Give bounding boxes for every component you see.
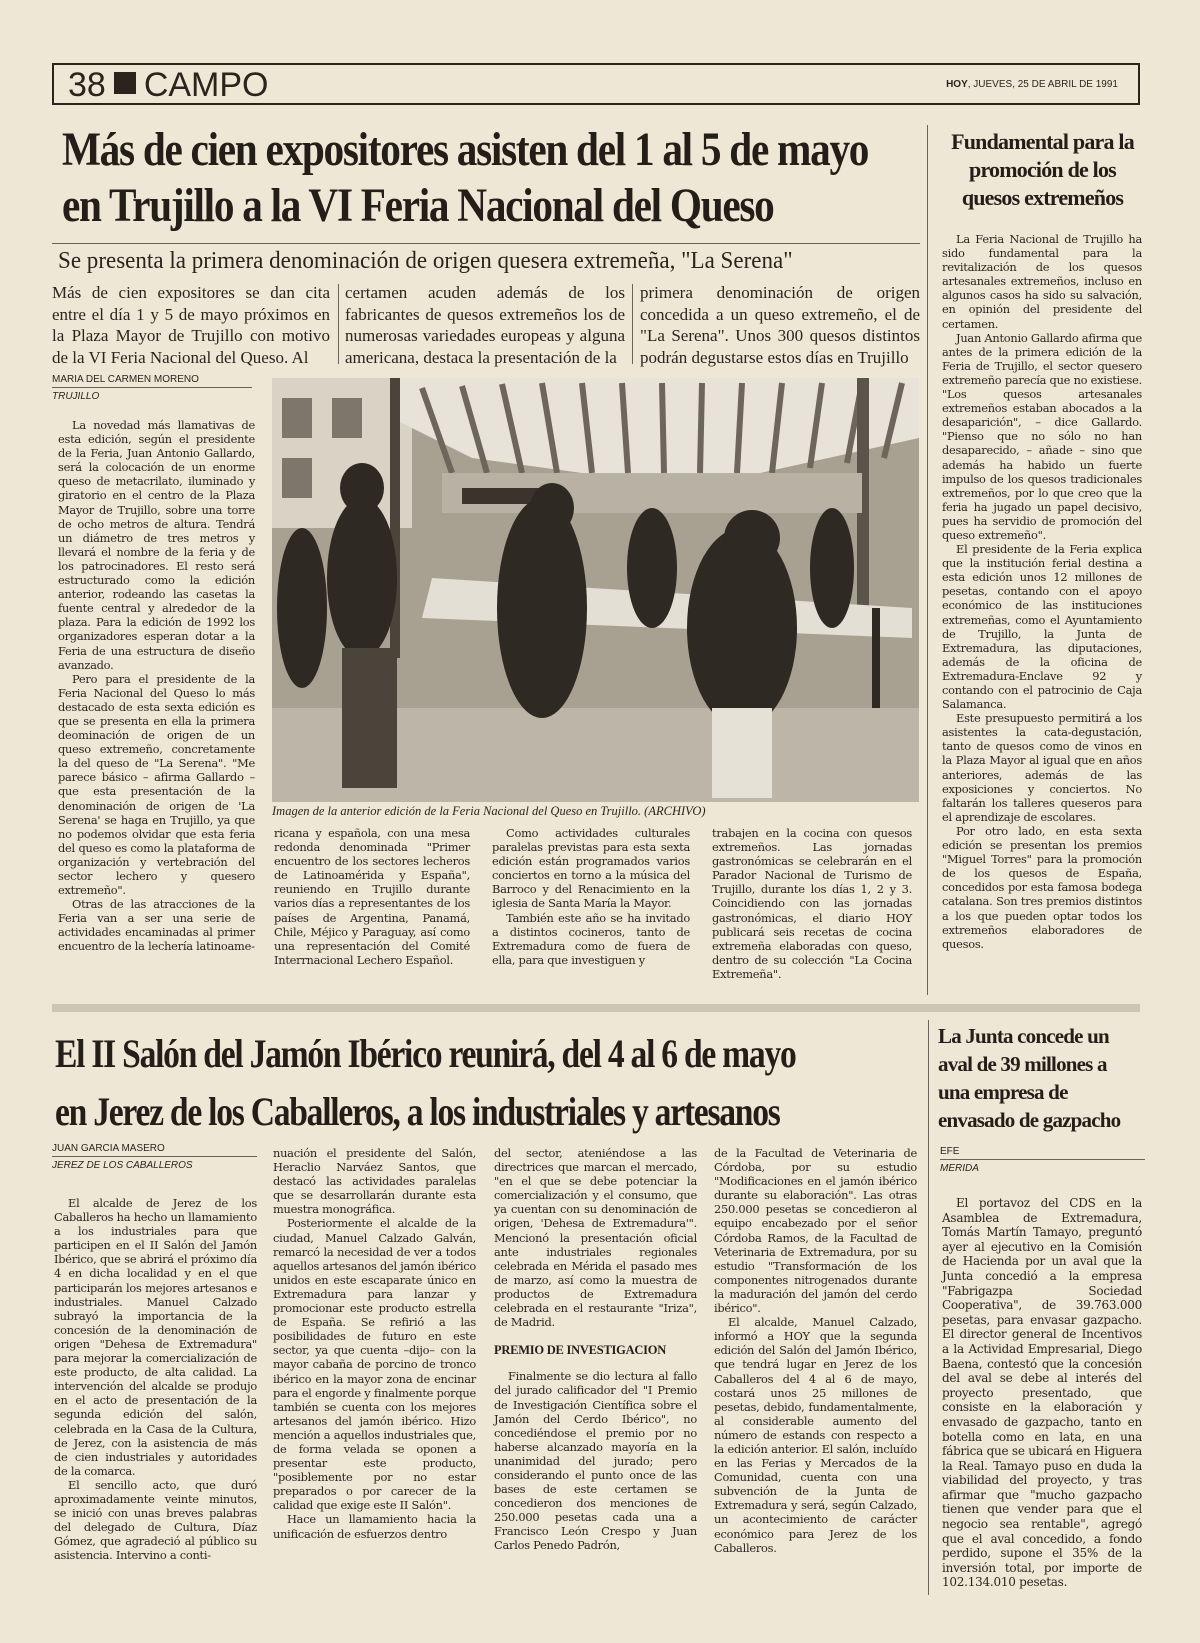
- sidebar-separator: [927, 125, 928, 995]
- byline-rule: [52, 387, 252, 388]
- byline-place: TRUJILLO: [52, 391, 100, 402]
- byline-rule: [940, 1159, 1145, 1160]
- square-bullet-icon: [114, 72, 136, 94]
- section-subhead: PREMIO DE INVESTIGACION: [494, 1343, 667, 1358]
- article2-column-4: [714, 1146, 917, 1555]
- photo-caption: Imagen de la anterior edición de la Feria Nacional del Queso en Trujillo. (ARCHIVO): [272, 804, 706, 818]
- sidebar1-headline: Fundamental para la promoción de los quesos extremeños: [951, 129, 1134, 210]
- sidebar1-body: [942, 232, 1142, 951]
- headline-line: en Jerez de los Caballeros, a los industriales y artesanos: [55, 1089, 780, 1134]
- section-label: [68, 65, 269, 105]
- article2-column-2: [273, 1146, 476, 1541]
- paragraph: de la Facultad de Veterinaria de Córdoba, por su estudio "Modificaciones en el jamón ibérico durante su elaboración". Las otras 250.000 pesetas se concedieron al equipo encabezado por el señor Córdoba Ramos, de la Facultad de Veterinaria de Extremadura, por su estudio "Transformación de los componentes nitrogenados durante la maduración del jamón del cerdo ibérico".: [714, 1146, 917, 1316]
- lead-column: certamen acuden además de los fabricantes de quesos extremeños los de numerosas variedades europeas y alguna americana, destaca la presentación de la: [345, 283, 625, 367]
- article2-headline: [55, 1025, 920, 1141]
- lead-column: Más de cien expositores se dan cita entre el día 1 y 5 de mayo próximos en la Plaza Mayor de Trujillo con motivo de la VI Feria Nacional del Queso. Al: [52, 283, 330, 367]
- paragraph: El sencillo acto, que duró aproximadamente veinte minutos, se inició con unas breves palabras del delegado de Cultura, Díaz Gómez, que agradeció al público su asistencia. Intervino a conti-: [54, 1477, 257, 1563]
- paragraph: nuación el presidente del Salón, Heraclio Narváez Santos, que destacó las actividades paralelas que se desarrollarán durante esta muestra monográfica.: [273, 1146, 476, 1217]
- paragraph: La novedad más llamativas de esta edición, según el presidente de la Feria, Juan Antonio Gallardo, será la colocación de un enorme queso de metacrilato, iluminado y giratorio en el centro de la Plaza Mayor de Trujillo, sobre una torre de ocho metros de altura. Tendrá un diámetro de tres metros y llevará el nombre de la feria y de los patrocinadores. El resto será estructurado como la edición anterior, rodeando las casetas la fuente central y alrededor de la plaza. Para la edición de 1992 los organizadores esperan dotar a la Feria de una estructura de diseño avanzado.: [58, 418, 255, 672]
- article1-deck: Se presenta la primera denominación de origen quesera extremeña, "La Serena": [58, 248, 793, 274]
- byline-author: EFE: [940, 1146, 960, 1157]
- article1-column-1: [58, 418, 255, 954]
- column-separator: [338, 284, 339, 364]
- article1-column-4: [712, 826, 912, 981]
- dateline: [946, 79, 1118, 90]
- column-separator: [632, 284, 633, 364]
- paragraph: ricana y española, con una mesa redonda denominada "Primer encuentro de los sectores lecheros de Latinoamérida y España", reuniendo en Trujillo durante varios días a representantes de los países de Argentina, Panamá, Chile, Méjico y Paraguay, así como una representación del Comité Interrnacional Lechero Español.: [274, 826, 470, 967]
- article1-column-3: [492, 826, 690, 967]
- byline-place: MERIDA: [940, 1163, 979, 1174]
- paragraph: El alcalde de Jerez de los Caballeros ha hecho un llamamiento a los industriales para que participen en el II Salón del Jamón Ibérico, que se abrirá el próximo día 4 en dicha localidad y en el que participarán los mejores artesanos e industriales. Manuel Calzado subrayó la importancia de la concesión de la denominación de origen "Dehesa de Extremadura" para mejorar la comercialización de este producto, de alta calidad. La intervención del alcalde se produjo en el acto de presentación de la segunda edición del salón, celebrada en la Casa de la Cultura, de Jerez, con la asistencia de más de cien industriales y autoridades de la comarca.: [54, 1196, 257, 1478]
- headline-line: en Trujillo a la VI Feria Nacional del Queso: [62, 179, 774, 232]
- byline-author: MARIA DEL CARMEN MORENO: [52, 374, 199, 385]
- article2-byline: [52, 1143, 257, 1171]
- byline-author: JUAN GARCIA MASERO: [52, 1143, 165, 1154]
- market-scene-image: [272, 378, 919, 802]
- article2-column-3: [494, 1146, 697, 1553]
- paragraph: Pero para el presidente de la Feria Nacional del Queso lo más destacado de esta sexta edición es que se presenta en ella la primera deominación de origen de un queso extremeño, concretamente la del queso de "La Serena". "Me parece básico – afirma Gallardo – que esta presentación de la denominación de origen de 'La Serena' se haga en Trujillo, ya que no podemos olvidar que esta feria del queso es como la plataforma de organización y vertebración del sector lechero y quesero extremeño".: [58, 671, 255, 898]
- paragraph: Juan Antonio Gallardo afirma que antes de la primera edición de la Feria de Trujillo, el sector quesero extremeño parecía que no existiese. "Los quesos artesanales extremeños estaban abocados a la desaparición", – dice Gallardo. "Pienso que no sólo no han desaparecido, – añade – sino que además ha habido un fuerte impulso de los quesos tradicionales extremeños, por lo que creo que la feria ha jugado un papel decisivo, pues ha servidio de promoción del queso extremeño".: [942, 330, 1142, 542]
- section-divider: [52, 1004, 1140, 1012]
- byline-place: JEREZ DE LOS CABALLEROS: [52, 1160, 193, 1171]
- paragraph: trabajen en la cocina con quesos extremeños. Las jornadas gastronómicas se celebrarán en el Parador Nacional de Turismo de Trujillo, durante los días 1, 2 y 3. Coincidiendo con las jornadas gastronómicas, el diario HOY publicará seis recetas de cocina extremeña elaboradas con queso, dentro de su colección "La Cocina Extremeña".: [712, 826, 912, 981]
- feria-photo: [272, 378, 919, 802]
- article1-headline: [62, 122, 939, 234]
- headline-line: Más de cien expositores asisten del 1 al 5 de mayo: [62, 123, 869, 176]
- sidebar2-headline: La Junta concede un aval de 39 millones a una empresa de envasado de gazpacho: [938, 1024, 1121, 1132]
- article1-column-2: [274, 826, 470, 967]
- sidebar2-body: [942, 1196, 1142, 1590]
- paragraph: Este presupuesto permitirá a los asistentes la cata-degustación, tanto de quesos como de vinos en la Plaza Mayor al igual que en años anteriores, además de las exposiciones y conciertos. No faltarán los talleres queseros para el aprendizaje de escolares.: [942, 711, 1142, 824]
- paragraph: El alcalde, Manuel Calzado, informó a HOY que la segunda edición del Salón del Jamón Ibérico, que tendrá lugar en Jerez de los Caballeros del 4 al 6 de mayo, costará unos 25 millones de pesetas, debido, fundamentalmente, al considerable aumento del número de estands con respecto a la edición anterior. El salón, incluído en las Ferias y Mercados de la Comunidad, cuenta con una subvención de la Junta de Extremadura y será, según Calzado, un acontecimiento de carácter económico para Jerez de los Caballeros.: [714, 1315, 917, 1555]
- paragraph: También este año se ha invitado a distintos cocineros, tanto de Extremadura como de fuera de ella, para que investiguen y: [492, 910, 690, 967]
- paragraph: El portavoz del CDS en la Asamblea de Extremadura, Tomás Martín Tamayo, preguntó ayer al ejecutivo en la Comisión de Hacienda por un aval que la Junta concedió a la empresa "Fabrigazpa Sociedad Cooperativa", de 39.763.000 pesetas, para envasar gazpacho. El director general de Incentivos a la Actividad Empresarial, Diego Baena, contestó que la concesión del aval se debe al interés del proyecto presentado, que consiste en la elaboración y envasado de gazpacho, tanto en botella como en lata, en una fábrica que se ubicará en Higuera la Real. Tamayo puso en duda la viabilidad del proyecto, y tras afirmar que "mucho gazpacho tienen que vender para que el negocio sea rentable", agregó que el aval concedido, a fondo perdido, supone el 35% de la inversión total, por importe de 102.134.010 pesetas.: [942, 1196, 1142, 1590]
- byline-rule: [52, 1156, 257, 1157]
- publication-name: HOY: [946, 79, 968, 90]
- article1-byline: [52, 374, 252, 402]
- paragraph: Como actividades culturales paralelas previstas para esta sexta edición están programados varios conciertos en torno a la música del Barroco y del Renacimiento en la iglesia de Santa María la Mayor.: [492, 826, 690, 911]
- paragraph: Hace un llamamiento hacia la unificación de esfuerzos dentro: [273, 1512, 476, 1541]
- paragraph: Posteriormente el alcalde de la ciudad, Manuel Calzado Galván, remarcó la necesidad de ver a todos aquellos artesanos del jamón ibérico unidos en este escaparate único en Extremadura para lanzar y promocionar este producto estrella de España. Se refirió a las posibilidades de futuro en este sector, ya que cuenta –dijo– con la mayor cabaña de porcino de tronco ibérico en la mayor zona de encinar para el engorde y finalmente porque también se cuenta con los mejores artesanos del jamón ibérico. Hizo mención a aquellos industriales que, de forma velada se oponen a presentar este producto, "posiblemente por no estar preparados o por carecer de la calidad que exige este II Salón".: [273, 1216, 476, 1513]
- issue-date: , JUEVES, 25 DE ABRIL DE 1991: [967, 79, 1118, 90]
- article2-column-1: [54, 1196, 257, 1562]
- paragraph: La Feria Nacional de Trujillo ha sido fundamental para la revitalización de los quesos artesanales extremeños, incluso en algunos casos ha sido su salvación, en opinión del presidente del certamen.: [942, 232, 1142, 331]
- paragraph: El presidente de la Feria explica que la institución ferial destina a esta edición unos 12 millones de pesetas, contando con el apoyo económico de las instituciones extremeñas, como el Ayuntamiento de Trujillo, la Junta de Extremadura, las diputaciones, además de la oficina de Extremadura-Enclave 92 y contando con el patrocinio de Caja Salamanca.: [942, 542, 1142, 712]
- masthead: [52, 63, 1140, 105]
- sidebar2-byline: [940, 1146, 1145, 1174]
- headline-line: El II Salón del Jamón Ibérico reunirá, del 4 al 6 de mayo: [55, 1031, 796, 1076]
- paragraph: Otras de las atracciones de la Feria van a ser una serie de actividades encaminadas al primer encuentro de la lechería latinoame-: [58, 897, 255, 954]
- sidebar-separator: [928, 1020, 929, 1595]
- headline-rule: [52, 243, 920, 244]
- section-name: CAMPO: [143, 66, 269, 104]
- paragraph: del sector, ateniéndose a las directrices que marcan el mercado, "en el que se debe potenciar la comercialización y el consumo, que ya cuentan con su denominación de origen, 'Dehesa de Extremadura'". Mencionó la presentación oficial ante industriales regionales celebrada en Mérida el pasado mes de marzo, así como la muestra de productos de Extremadura celebrada en el restaurante "Iriza", de Madrid.: [494, 1146, 697, 1330]
- paragraph: Finalmente se dio lectura al fallo del jurado calificador del "I Premio de Investigación Científica sobre el Jamón del Cerdo Ibérico", no concediéndose el premio por no haberse alcanzado mayoría en la unanimidad del jurado; pero considerando el punto once de las bases de este certamen se concedieron dos menciones de 250.000 pesetas cada una a Francisco León Crespo y Juan Carlos Penedo Padrón,: [494, 1369, 697, 1553]
- page-number: 38: [68, 66, 106, 104]
- paragraph: Por otro lado, en esta sexta edición se presentan los premios "Miguel Torres" para la promoción de los quesos de España, concedidos por esta famosa bodega catalana. Son tres premios distintos a los que pueden optar todos los extremeños elaboradores de quesos.: [942, 823, 1142, 951]
- lead-column: primera denominación de origen concedida a un queso extremeño, el de "La Serena". Unos 300 quesos distintos podrán degustarse estos días en Trujillo: [640, 283, 920, 367]
